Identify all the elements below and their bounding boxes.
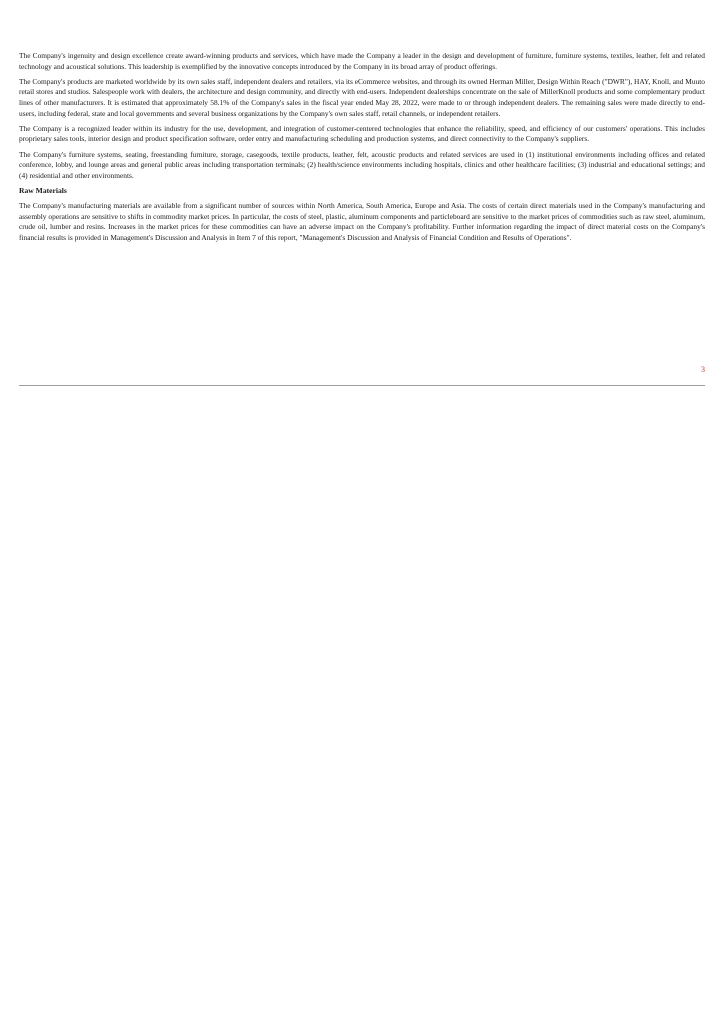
paragraph-technology-leadership: The Company is a recognized leader within its industry for the use, development, and integration of customer-centered technologies that enhance the reliability, speed, and efficiency of our customers' operations. This includes proprietary sales tools, interior design and product specification software, order entry and manufacturing scheduling and production systems, and direct connectivity to the Company's suppliers. — [19, 123, 705, 144]
document-body — [19, 51, 705, 248]
paragraph-marketing-channels: The Company's products are marketed worldwide by its own sales staff, independent dealers and retailers, via its eCommerce websites, and through its owned Herman Miller, Design Within Reach ("DWR"), HAY, Knoll, and Muuto retail stores and studios. Salespeople work with dealers, the architecture and design community, and directly with end-users. Independent dealerships concentrate on the sale of MillerKnoll products and some complementary product lines of other manufacturers. It is estimated that approximately 58.1% of the Company's sales in the fiscal year ended May 28, 2022, were made to or through independent dealers. The remaining sales were made directly to end-users, including federal, state and local governments and several business organizations by the Company's own sales staff, retail channels, or independent retailers. — [19, 76, 705, 118]
section-heading-raw-materials: Raw Materials — [19, 185, 67, 195]
paragraph-raw-materials: The Company's manufacturing materials are available from a significant number of sources within North America, South America, Europe and Asia. The costs of certain direct materials used in the Company's manufacturing and assembly operations are sensitive to shifts in commodity market prices. In particular, the costs of steel, plastic, aluminum components and particleboard are sensitive to the market prices of commodities such as raw steel, aluminum, crude oil, lumber and resins. Increases in the market prices for these commodities can have an adverse impact on the Company's profitability. Further information regarding the impact of direct material costs on the Company's financial results is provided in Management's Discussion and Analysis in Item 7 of this report, "Management's Discussion and Analysis of Financial Condition and Results of Operations". — [19, 201, 705, 242]
paragraph-design-excellence: The Company's ingenuity and design excellence create award-winning products and services, which have made the Company a leader in the design and development of furniture, furniture systems, textiles, leather, felt and related technology and acoustical solutions. This leadership is exemplified by the innovative concepts introduced by the Company in its broad array of product offerings. — [19, 51, 705, 71]
paragraph-product-environments: The Company's furniture systems, seating, freestanding furniture, storage, casegoods, textile products, leather, felt, acoustic products and related services are used in (1) institutional environments including offices and related conference, lobby, and lounge areas and general public areas including transportation terminals; (2) health/science environments including hospitals, clinics and other healthcare facilities; (3) industrial and educational settings; and (4) residential and other environments. — [19, 149, 705, 180]
page-number: 3 — [701, 365, 705, 374]
footer-divider — [19, 385, 705, 386]
